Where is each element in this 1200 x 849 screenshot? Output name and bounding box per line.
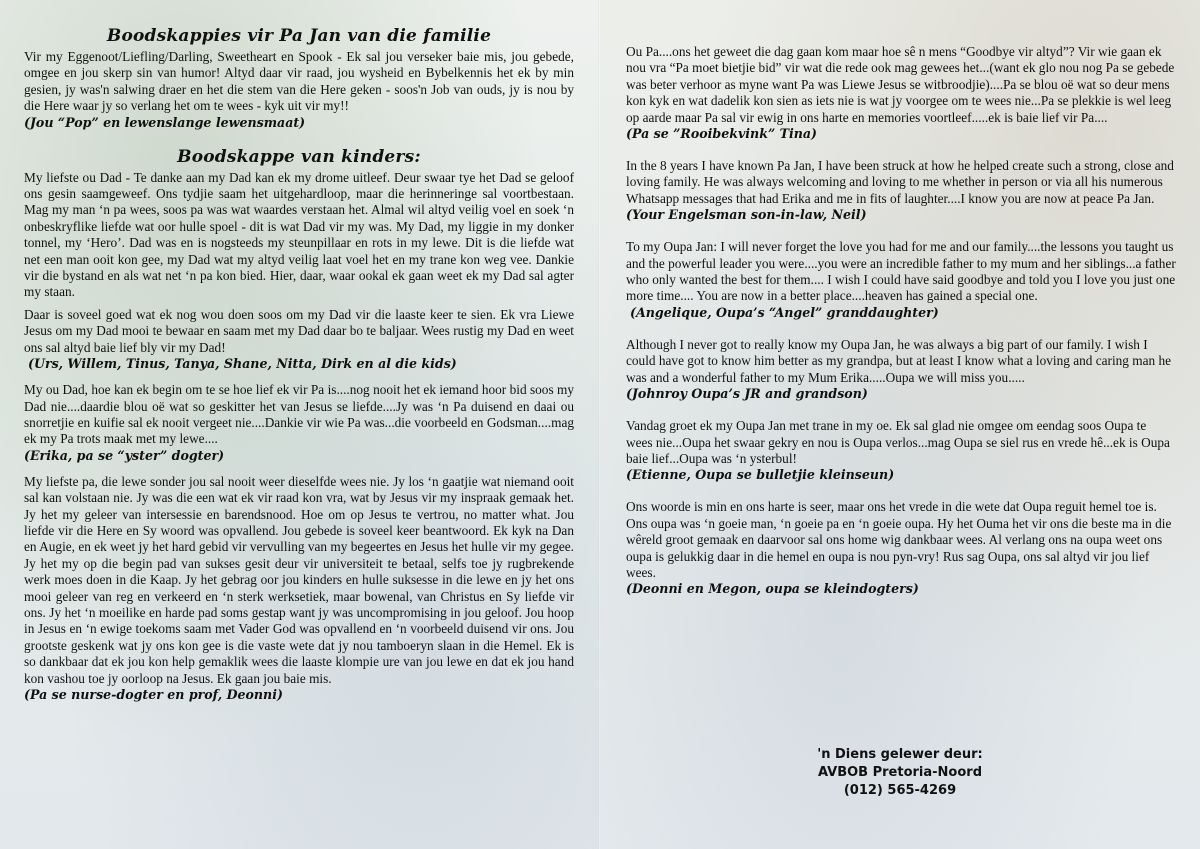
etienne-message: Vandag groet ek my Oupa Jan met trane in my oe. Ek sal glad nie omgee om eendag soos Oupa te wees nie...Oupa het swaar gekry en nou is Oupa verlos...mag Oupa se siel rus en vrede hê...ek is Oupa baie lief...Oupa was ‘n ysterbul! bbox=[626, 418, 1170, 466]
deonni-message: My liefste pa, die lewe sonder jou sal nooit weer dieselfde wees nie. Jy los ‘n gaatjie wat niemand ooit sal kan volstaan nie. Jy was die een wat ek vir raad kon vra, wat by Jesus vir my inspraak gemaak het. Jy het my geleer van intersessie en barendsnood. Hoe om op Jesus te vertrou, no matter what. Jou liefde vir die Here en Sy woord was opvallend. Jou gebede is soveel keer beantwoord. Ek kyk na Dan en Augie, en ek weet jy het hard gebid vir vervulling van my begeertes en Jesus het hulle vir my gegee. Jy het my op die begin pad van sukses gesit deur vir universiteit te betaal, selfs toe jy rugbrekende werk moes doen in die Kaap. Jy het gebrag oor jou kinders en hulle suksesse in die lewe en jy het ons mooi geleer van reg en verkeerd en ‘n sterk werksetiek, maar bowenal, van Christus en Sy liefde vir ons. Jy het ‘n moeilike en harde pad soms gestap want jy was uncompromising in jou geloof. Jou hoop in Jesus en ‘n ewige toekoms saam met Vader God was opvallend en ‘n voorbeeld duisend vir ons. Jou grootste geskenk wat jy ons kon gee is die vaste wete dat jy nou tamboeryn slaan in die Hemel. Ek is so dankbaar dat ek jou kon help gemaklik wees die laaste klompie ure van jou lewe en dat ek jou hand kon vashou toe jy oorloop na Jesus. Ek gaan jou baie mis. bbox=[24, 473, 574, 686]
johnroy-signature: (Johnroy Oupa’s JR and grandson) bbox=[626, 386, 868, 402]
neil-signature: (Your Engelsman son-in-law, Neil) bbox=[626, 207, 867, 223]
erika-signature: (Erika, pa se “yster” dogter) bbox=[24, 447, 225, 463]
kids-message-1: My liefste ou Dad - Te danke aan my Dad kan ek my drome uitleef. Deur swaar tye het Dad se geloof ons gesin saamgeweef. Ons tydjie saam het uitgehardloop, maar die herinneringe sal voortbestaan. Mag my man ‘n pa wees, soos pa was wat waardes verstaan het. Almal wil altyd veilig voel en soek ‘n onbeskryflike liefde wat oor hulle spoel - dit is wat Dad vir my was. My Dad, my liggie in my donker tonnel, my ‘Hero’. Dad was en is nogsteeds my steunpillaar en rots in my lewe. Dit is die liefde wat net een man ooit kon gee, my Dad wat my altyd veilig laat voel het en my trane kon weg vee. Dankie vir die bystand en als wat net ‘n pa kon bied. Hier, daar, waar ookal ek gaan weet ek my Dad sal agter my staan. bbox=[24, 169, 574, 300]
johnroy-message: Although I never got to really know my Oupa Jan, he was always a big part of our family. I wish I could have got to know him better as my grandpa, but at least I know what a loving and caring man he was and a wonderful father to my Mum Erika.....Oupa we will miss you..... bbox=[626, 336, 1172, 385]
family-heading: Boodskappies vir Pa Jan van die familie bbox=[106, 26, 492, 46]
etienne-signature: (Etienne, Oupa se bulletjie kleinseun) bbox=[626, 467, 895, 483]
neil-message: In the 8 years I have known Pa Jan, I have been struck at how he helped create such a strong, close and loving family. He was always welcoming and loving to me whether in person or via all his numerous Whatsapp messages that had Erika and me in fits of laughter....I know you are now at peace Pa Jan. bbox=[626, 158, 1174, 206]
family-signature: (Jou “Pop” en lewenslange lewensmaat) bbox=[24, 114, 306, 130]
kids-heading: Boodskappe van kinders: bbox=[177, 146, 421, 167]
angelique-signature: (Angelique, Oupa’s “Angel” granddaughter) bbox=[630, 304, 939, 320]
footer-service-line: 'n Diens gelewer deur: bbox=[817, 747, 983, 762]
footer-company: AVBOB Pretoria-Noord bbox=[817, 765, 983, 780]
tina-message: Ou Pa....ons het geweet die dag gaan kom maar hoe sê n mens “Goodbye vir altyd”? Vir wie gaan ek nou vra “Pa moet bietjie bid” vir wat die rede ook mag gewees het...(want ek glo nou nog Pa se gebede was beter verhoor as myne want Pa was Liewe Jesus se witbroodjie)....Pa se blou oë wat so deur mens kon kyk en wat dadelik kon sien as iets nie is wat jy voorgee om te wees nie...Pa se plekkie is wel leeg op aarde maar Pa sal vir ewig in ons harte en memories voortleef.....ek is baie lief vir Pa.... bbox=[626, 44, 1175, 125]
tina-signature: (Pa se ”Rooibekvink” Tina) bbox=[626, 126, 818, 142]
deonni-megon-signature: (Deonni en Megon, oupa se kleindogters) bbox=[626, 581, 919, 597]
kids-signature: (Urs, Willem, Tinus, Tanya, Shane, Nitta, Dirk en al die kids) bbox=[28, 356, 457, 372]
erika-message: My ou Dad, hoe kan ek begin om te se hoe lief ek vir Pa is....nog nooit het ek iemand hoor bid soos my Dad nie....daardie blou oë wat so geskitter het van Jesus se liefde....Jy was ‘n Pa duisend en daai ou snorretjie en kuifie sal ek nooit vergeet nie....Dankie vir wie Pa was...die voorbeeld en Godsman....mag ek my Pa trots maak met my lewe.... bbox=[24, 382, 574, 447]
kids-message-2: Daar is soveel goed wat ek nog wou doen soos om my Dad vir die laaste keer te sien. Ek vra Liewe Jesus om my Dad mooi te bewaar en saam met my Dad daar bo te baljaar. Wees rustig my Dad en weet ons sal altyd baie lief bly vir my Dad! bbox=[24, 306, 574, 355]
angelique-message: To my Oupa Jan: I will never forget the love you had for me and our family....the lessons you taught us and the powerful leader you were....you were an incredible father to my mum and her siblings...a father who only wanted the best for them.... I wish I could have said goodbye and told you I love you just one more time.... You are now in a better place....heaven has gained a special one. bbox=[626, 239, 1176, 304]
family-message: Vir my Eggenoot/Liefling/Darling, Sweetheart en Spook - Ek sal jou verseker baie mis, jou gebede, omgee en jou skerp sin van humor! Altyd daar vir raad, jou wysheid en Bybelkennis het ek by min gesien, jy was'n salwing draer en het die stem van die Here geken - soos'n Job van ouds, jy is nou by die Here waar jy so verlang het om te wees - kyk uit vir my!! bbox=[24, 49, 574, 114]
right-page bbox=[600, 0, 1200, 849]
footer-phone: (012) 565-4269 bbox=[843, 783, 957, 798]
deonni-megon-message: Ons woorde is min en ons harte is seer, maar ons het vrede in die wete dat Oupa reguit hemel toe is. Ons oupa was ‘n goeie man, ‘n goeie pa en ‘n goeie oupa. Hy het Ouma het vir ons die beste ma in die wêreld groot gemaak en daarvoor sal ons home wig dankbaar wees. Al verlang ons na oupa weet ons oupa is gelukkig daar in die hemel en oupa is nou pyn-vry! Rus sag Oupa, ons sal altyd vir jou lief wees. bbox=[626, 499, 1172, 580]
service-footer bbox=[600, 746, 1200, 800]
deonni-signature: (Pa se nurse-dogter en prof, Deonni) bbox=[24, 687, 283, 702]
